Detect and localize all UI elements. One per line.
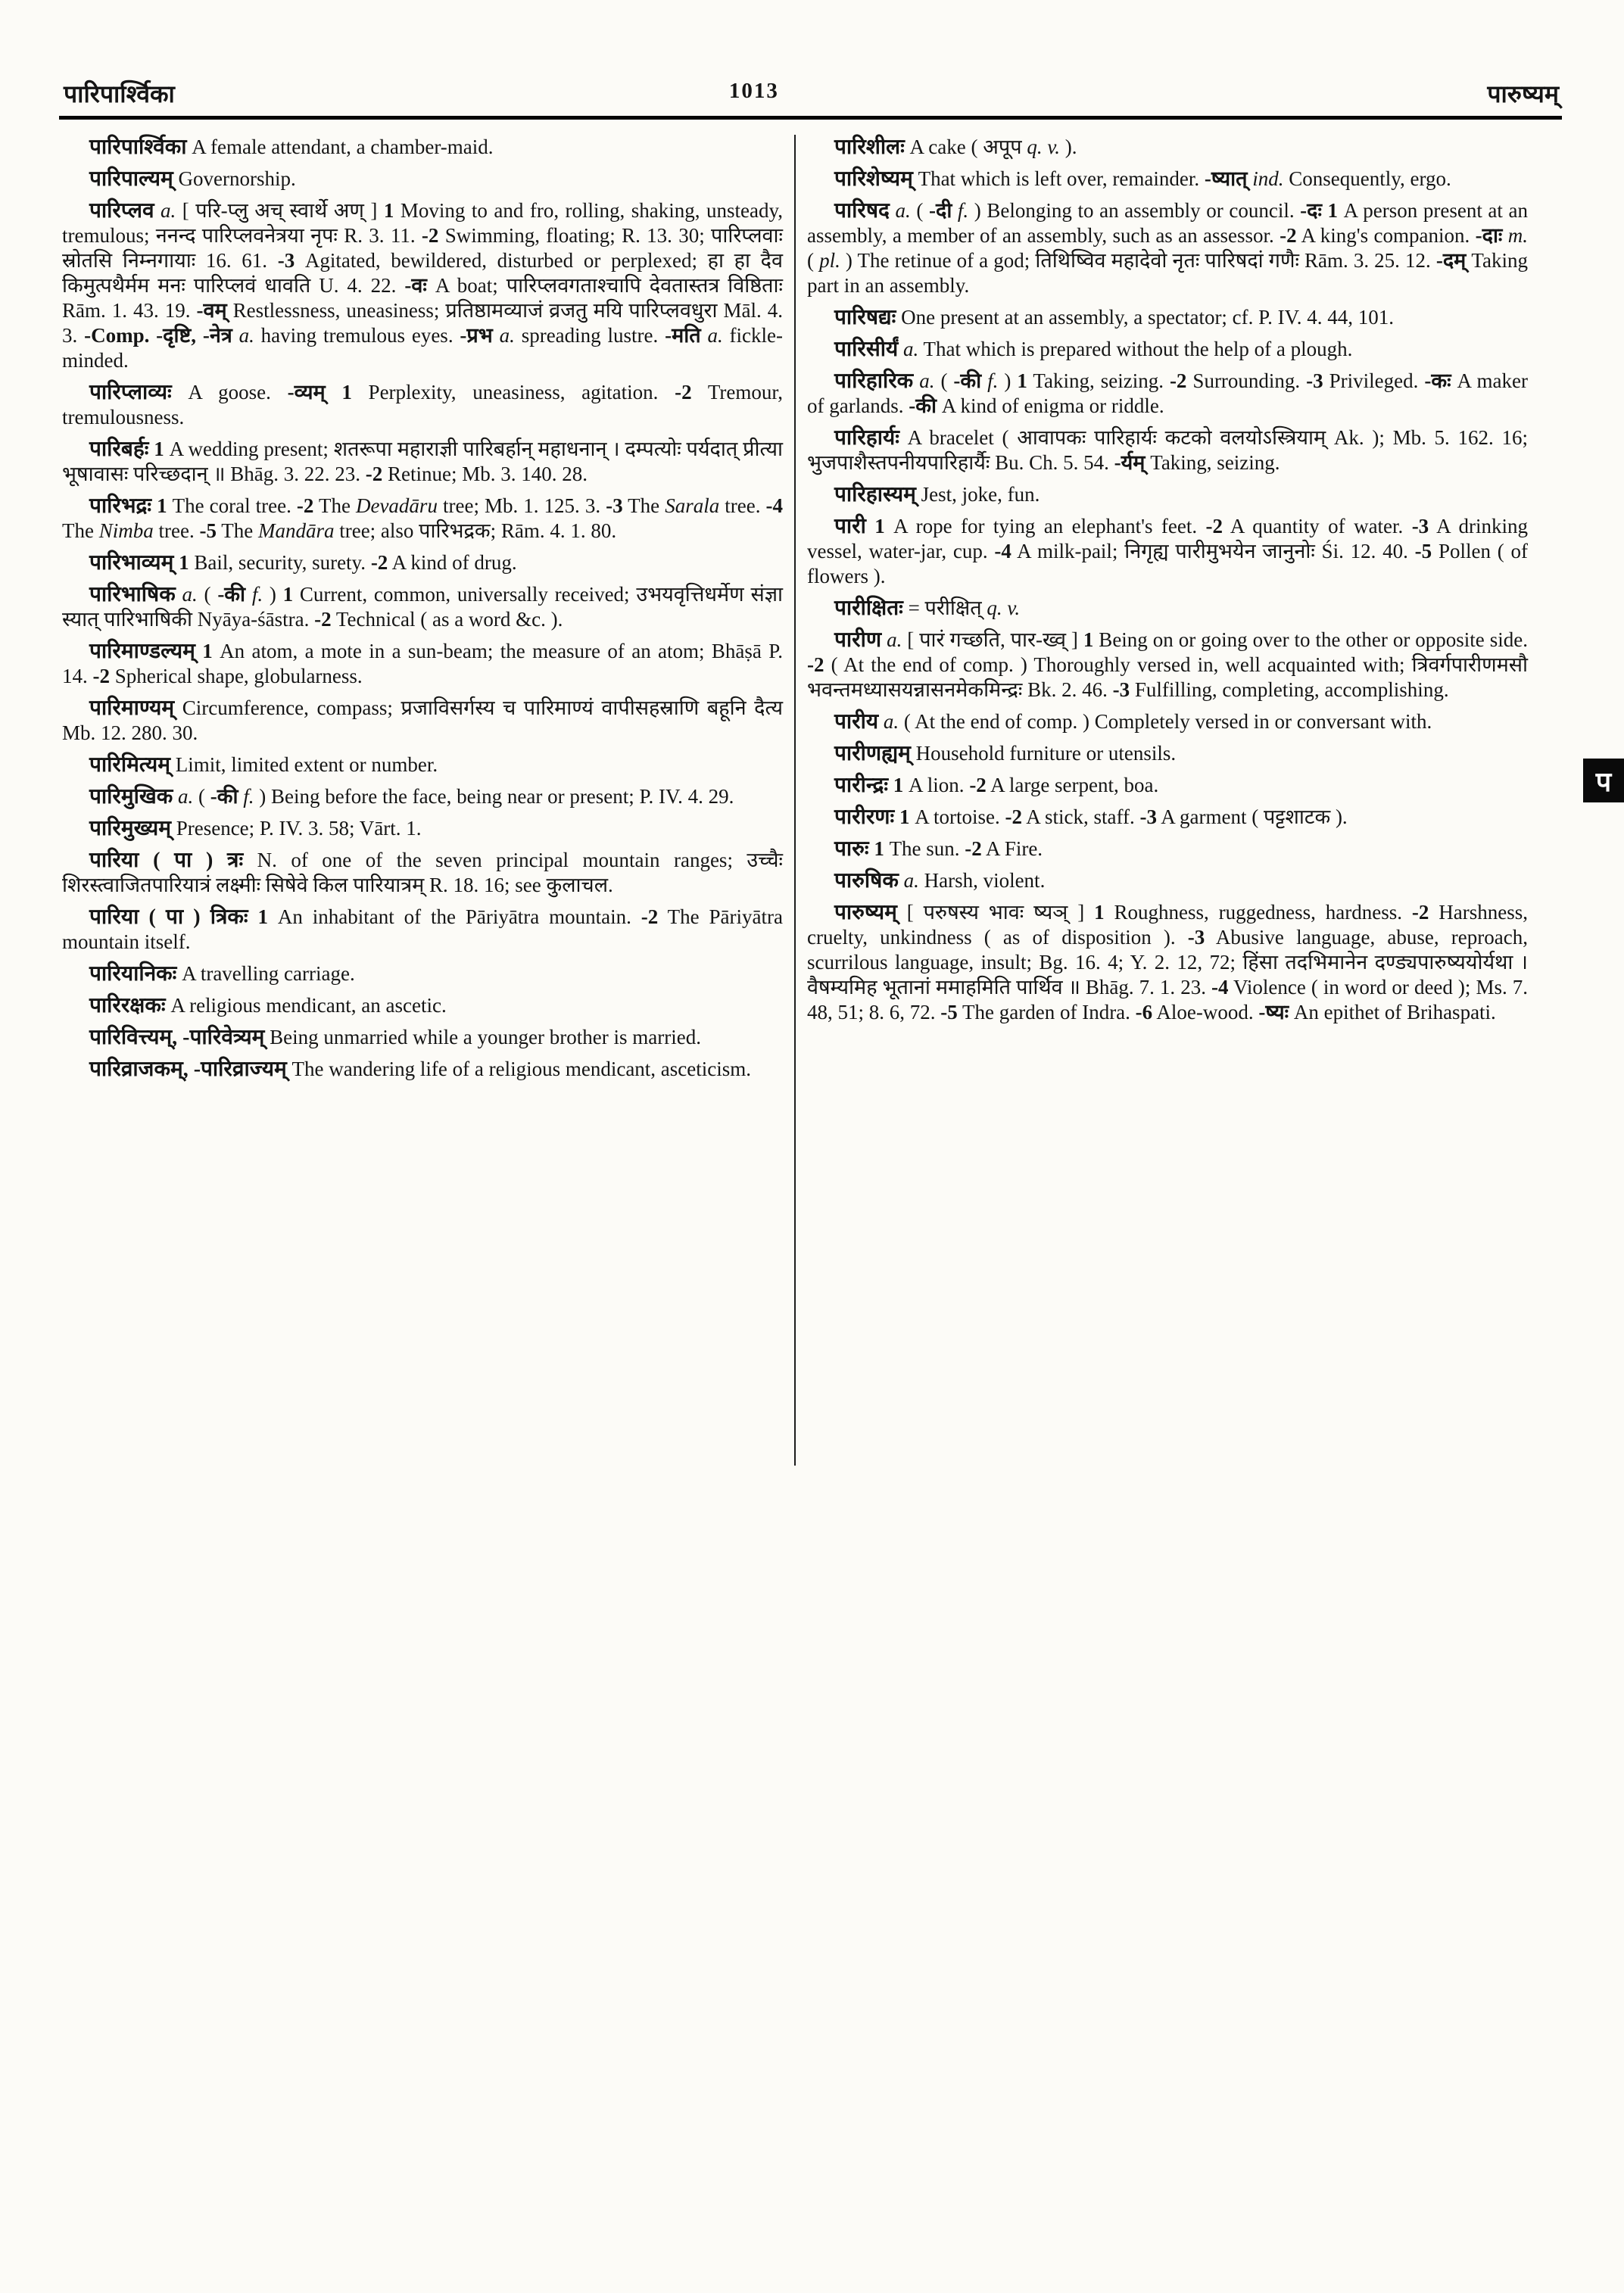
entry-headword: पारिमाण्डल्यम्: [89, 640, 195, 663]
entry-body: 1 A wedding present; शतरूपा महाराज्ञी पारिबर्हान् महाधनान् । दम्पत्योः पर्यदात् प्रीत्या भूषावासः परिच्छदान् ॥ Bhāg. 3. 22. 23. -2 Retinue; Mb. 3. 140. 28.: [62, 438, 784, 485]
entry-headword: पारिहास्यम्: [834, 483, 916, 506]
entry-headword: पारिपार्श्विका: [89, 136, 187, 159]
entry-body: Governorship.: [178, 167, 296, 190]
entry-body: a. ( At the end of comp. ) Completely versed in or conversant with.: [883, 710, 1432, 733]
entry-body: a. That which is prepared without the help of a plough.: [903, 338, 1353, 360]
entry-body: a. ( -दी f. ) Belonging to an assembly or council. -दः 1 A person present at an assembly, a member of an assembly, such as an assessor. -2 A king's companion. -दाः m. ( pl. ) The retinue of a god; तिथिष्विव महादेवो नृतः पारिषदां गणैः Rām. 3. 25. 12. -दम् Taking part in an assembly.: [807, 199, 1529, 297]
entry-headword: पारियानिकः: [89, 962, 177, 986]
dictionary-entry: [807, 305, 1528, 330]
entry-headword: पारिया ( पा ) त्रिकः: [89, 905, 248, 929]
entry-headword: पारिशेष्यम्: [834, 167, 913, 191]
dictionary-entry: [62, 752, 783, 777]
entry-body: a. ( -की f. ) 1 Taking, seizing. -2 Surrounding. -3 Privileged. -कः A maker of garlands. -की A kind of enigma or riddle.: [807, 369, 1529, 417]
dictionary-entry: [807, 900, 1528, 1025]
page-number: 1013: [728, 79, 779, 103]
entry-headword: पारिबर्हः: [89, 438, 149, 461]
entry-body: That which is left over, remainder. -ष्यात् ind. Consequently, ergo.: [918, 167, 1451, 190]
entry-headword: पारिरक्षकः: [89, 994, 166, 1017]
entry-headword: पारिव्राजकम्, -पारिव्राज्यम्: [89, 1058, 287, 1081]
dictionary-entry: [62, 639, 783, 689]
dictionary-entry: [807, 628, 1528, 703]
entry-headword: पारिसीर्यं: [834, 338, 899, 361]
dictionary-entry: [62, 1025, 783, 1050]
entry-headword: पारिपाल्यम्: [89, 167, 173, 191]
entry-headword: पारीणह्यम्: [834, 742, 911, 765]
entry-body: a. ( -की f. ) Being before the face, being near or present; P. IV. 4. 29.: [178, 785, 734, 808]
column-left: [62, 135, 783, 1089]
entry-headword: पारीरणः: [834, 805, 895, 829]
entry-headword: पारीय: [834, 710, 879, 734]
entry-headword: पारीण: [834, 628, 882, 652]
dictionary-entry: [807, 514, 1528, 589]
entry-body: 1 A lion. -2 A large serpent, boa.: [893, 774, 1159, 796]
dictionary-entry: [807, 596, 1528, 621]
dictionary-entry: [62, 550, 783, 575]
dictionary-entry: [62, 1057, 783, 1082]
dictionary-entry: [807, 868, 1528, 893]
page-header: [64, 77, 1559, 111]
column-divider-rule: [794, 135, 796, 1466]
header-rule: [59, 116, 1562, 120]
entry-body: [ परुषस्य भावः ष्यञ् ] 1 Roughness, ruggedness, hardness. -2 Harshness, cruelty, unkindness ( as of disposition ). -3 Abusive language, abuse, reproach, scurrilous language, insult; Bg. 16. 4; Y. 2. 12, 72; हिंसा तदभिमानेन दण्ड्यपारुष्ययोर्यथा । वैषम्यमिह भूतानां ममाहमिति पार्थिव ॥ Bhāg. 7. 1. 23. -4 Violence ( in word or deed ); Ms. 7. 48, 51; 8. 6, 72. -5 The garden of Indra. -6 Aloe-wood. -ष्यः An epithet of Brihaspati.: [807, 901, 1529, 1023]
entry-headword: पारुः: [834, 837, 869, 861]
entry-body: A religious mendicant, an ascetic.: [170, 994, 447, 1017]
entry-headword: पारिया ( पा ) त्रः: [89, 849, 244, 872]
entry-headword: पारुषिक: [834, 869, 899, 893]
entry-body: Circumference, compass; प्रजाविसर्गस्य च पारिमाण्यं वापीसहस्राणि बहूनि दैत्य Mb. 12. 280. 30.: [62, 696, 784, 744]
dictionary-entry: [807, 198, 1528, 298]
entry-headword: पारिमुख्यम्: [89, 817, 171, 840]
entry-headword: पारिहार्यः: [834, 426, 899, 450]
entry-body: a. [ परि-प्लु अच् स्वार्थे अण् ] 1 Moving to and fro, rolling, shaking, unsteady, tremulous; ननन्द पारिप्लवनेत्रया नृपः R. 3. 11. -2 Swimming, floating; R. 13. 30; पारिप्लवाः स्रोतसि निम्नगायाः 16. 61. -3 Agitated, bewildered, disturbed or perplexed; हा हा दैव किमुत्पथैर्मम मनः पारिप्लवं धावति U. 4. 22. -वः A boat; पारिप्लवगताश्चापि देवतास्तत्र विष्ठिताः Rām. 1. 43. 19. -वम् Restlessness, uneasiness; प्रतिष्ठामव्याजं व्रजतु मयि पारिप्लवधुरा Māl. 4. 3. -Comp. -दृष्टि, -नेत्र a. having tremulous eyes. -प्रभ a. spreading lustre. -मति a. fickle-minded.: [62, 199, 784, 372]
left-catchword: पारिपार्श्विका: [64, 80, 175, 107]
dictionary-entry: [62, 848, 783, 898]
entry-headword: पारुष्यम्: [834, 901, 897, 924]
entry-headword: पारिभद्रः: [89, 494, 152, 518]
entry-headword: पारिमुखिक: [89, 785, 173, 808]
entry-headword: पारीन्द्रः: [834, 774, 889, 797]
margin-thumb-index-tab: प: [1583, 759, 1624, 802]
dictionary-entry: [807, 135, 1528, 160]
entry-headword: पारिषद्यः: [834, 306, 896, 329]
dictionary-entry: [62, 494, 783, 544]
entry-headword: पारिमाण्यम्: [89, 696, 175, 720]
dictionary-entry: [62, 905, 783, 955]
entry-body: A cake ( अपूप q. v. ).: [909, 136, 1077, 158]
dictionary-entry: [807, 709, 1528, 734]
entry-headword: पारिप्लव: [89, 199, 154, 223]
dictionary-entry: [807, 837, 1528, 861]
entry-body: 1 An inhabitant of the Pāriyātra mountain. -2 The Pāriyātra mountain itself.: [62, 905, 783, 953]
entry-headword: पारी: [834, 515, 866, 538]
entry-body: Household furniture or utensils.: [915, 742, 1177, 765]
dictionary-entry: [807, 369, 1528, 419]
dictionary-entry: [62, 135, 783, 160]
entry-body: = परीक्षित् q. v.: [908, 597, 1021, 619]
entry-headword: पारिमित्यम्: [89, 753, 170, 777]
entry-body: 1 An atom, a mote in a sun-beam; the measure of an atom; Bhāṣā P. 14. -2 Spherical shape, globularness.: [62, 640, 783, 687]
entry-body: 1 A rope for tying an elephant's feet. -2 A quantity of water. -3 A drinking vessel, water-jar, cup. -4 A milk-pail; निगृह्य पारीमुभयेन जानुनोः Śi. 12. 40. -5 Pollen ( of flowers ).: [807, 515, 1528, 587]
column-right: [807, 135, 1528, 1032]
dictionary-entry: [62, 784, 783, 809]
entry-headword: पारिशीलः: [834, 136, 905, 159]
entry-body: The wandering life of a religious mendicant, asceticism.: [291, 1058, 752, 1080]
dictionary-entry: [62, 961, 783, 986]
entry-body: One present at an assembly, a spectator; cf. P. IV. 4. 44, 101.: [901, 306, 1394, 329]
entry-body: 1 The coral tree. -2 The Devadāru tree; Mb. 1. 125. 3. -3 The Sarala tree. -4 The Nimba tree. -5 The Mandāra tree; also पारिभद्रक; Rām. 4. 1. 80.: [62, 494, 783, 542]
entry-body: 1 Bail, security, surety. -2 A kind of drug.: [179, 551, 517, 574]
entry-headword: पारिहारिक: [834, 369, 914, 393]
entry-headword: पारिषद: [834, 199, 890, 223]
entry-body: a. [ पारं गच्छति, पार-ख्व् ] 1 Being on or going over to the other or opposite side. -2 ( At the end of comp. ) Thoroughly versed in, well acquainted with; त्रिवर्गपारीणमसौ भवन्तमध्यासयन्नासनमेकमिन्द्रः Bk. 2. 46. -3 Fulfilling, completing, accomplishing.: [807, 628, 1528, 701]
entry-body: Presence; P. IV. 3. 58; Vārt. 1.: [176, 817, 422, 840]
dictionary-entry: [807, 805, 1528, 830]
two-column-text-block: [62, 135, 1565, 1466]
dictionary-entry: [807, 167, 1528, 192]
dictionary-entry: [62, 816, 783, 841]
entry-headword: पारिभाषिक: [89, 583, 176, 606]
dictionary-entry: [62, 582, 783, 632]
dictionary-entry: [62, 437, 783, 487]
entry-headword: पारीक्षितः: [834, 597, 903, 620]
entry-headword: पारिभाव्यम्: [89, 551, 174, 575]
dictionary-entry: [62, 696, 783, 746]
entry-body: 1 The sun. -2 A Fire.: [874, 837, 1043, 860]
entry-body: 1 A tortoise. -2 A stick, staff. -3 A garment ( पट्टशाटक ).: [899, 805, 1348, 828]
entry-body: A goose. -व्यम् 1 Perplexity, uneasiness, agitation. -2 Tremour, tremulousness.: [62, 381, 784, 428]
dictionary-entry: [62, 198, 783, 373]
dictionary-entry: [807, 482, 1528, 507]
entry-body: A bracelet ( आवापकः पारिहार्यः कटको वलयोऽस्त्रियाम् Ak. ); Mb. 5. 162. 16; भुजपाशैस्तपनीयपारिहार्यैः Bu. Ch. 5. 54. -र्यम् Taking, seizing.: [807, 426, 1529, 474]
entry-body: Jest, joke, fun.: [921, 483, 1040, 506]
entry-headword: पारिवित्त्यम्, -पारिवेत्र्यम्: [89, 1026, 265, 1049]
dictionary-entry: [62, 993, 783, 1018]
entry-body: a. ( -की f. ) 1 Current, common, universally received; उभयवृत्तिधर्मेण संज्ञा स्यात् पारिभाषिकी Nyāya-śāstra. -2 Technical ( as a word &c. ).: [62, 583, 784, 631]
dictionary-entry: [62, 167, 783, 192]
entry-body: Limit, limited extent or number.: [175, 753, 438, 776]
dictionary-entry: [807, 337, 1528, 362]
entry-body: A female attendant, a chamber-maid.: [192, 136, 494, 158]
dictionary-entry: [807, 773, 1528, 798]
entry-body: A travelling carriage.: [182, 962, 355, 985]
dictionary-entry: [62, 380, 783, 430]
entry-headword: पारिप्लाव्यः: [89, 381, 172, 404]
entry-body: a. Harsh, violent.: [903, 869, 1046, 892]
right-catchword: पारुष्यम्: [1487, 80, 1559, 107]
entry-body: N. of one of the seven principal mountain ranges; उच्चैः शिरस्त्वाजितपारियात्रं लक्ष्मीः सिषेवे किल पारियात्रम् R. 18. 16; see कुलाचल.: [62, 849, 783, 896]
dictionary-entry: [807, 425, 1528, 475]
dictionary-entry: [807, 741, 1528, 766]
entry-body: Being unmarried while a younger brother is married.: [270, 1026, 701, 1048]
